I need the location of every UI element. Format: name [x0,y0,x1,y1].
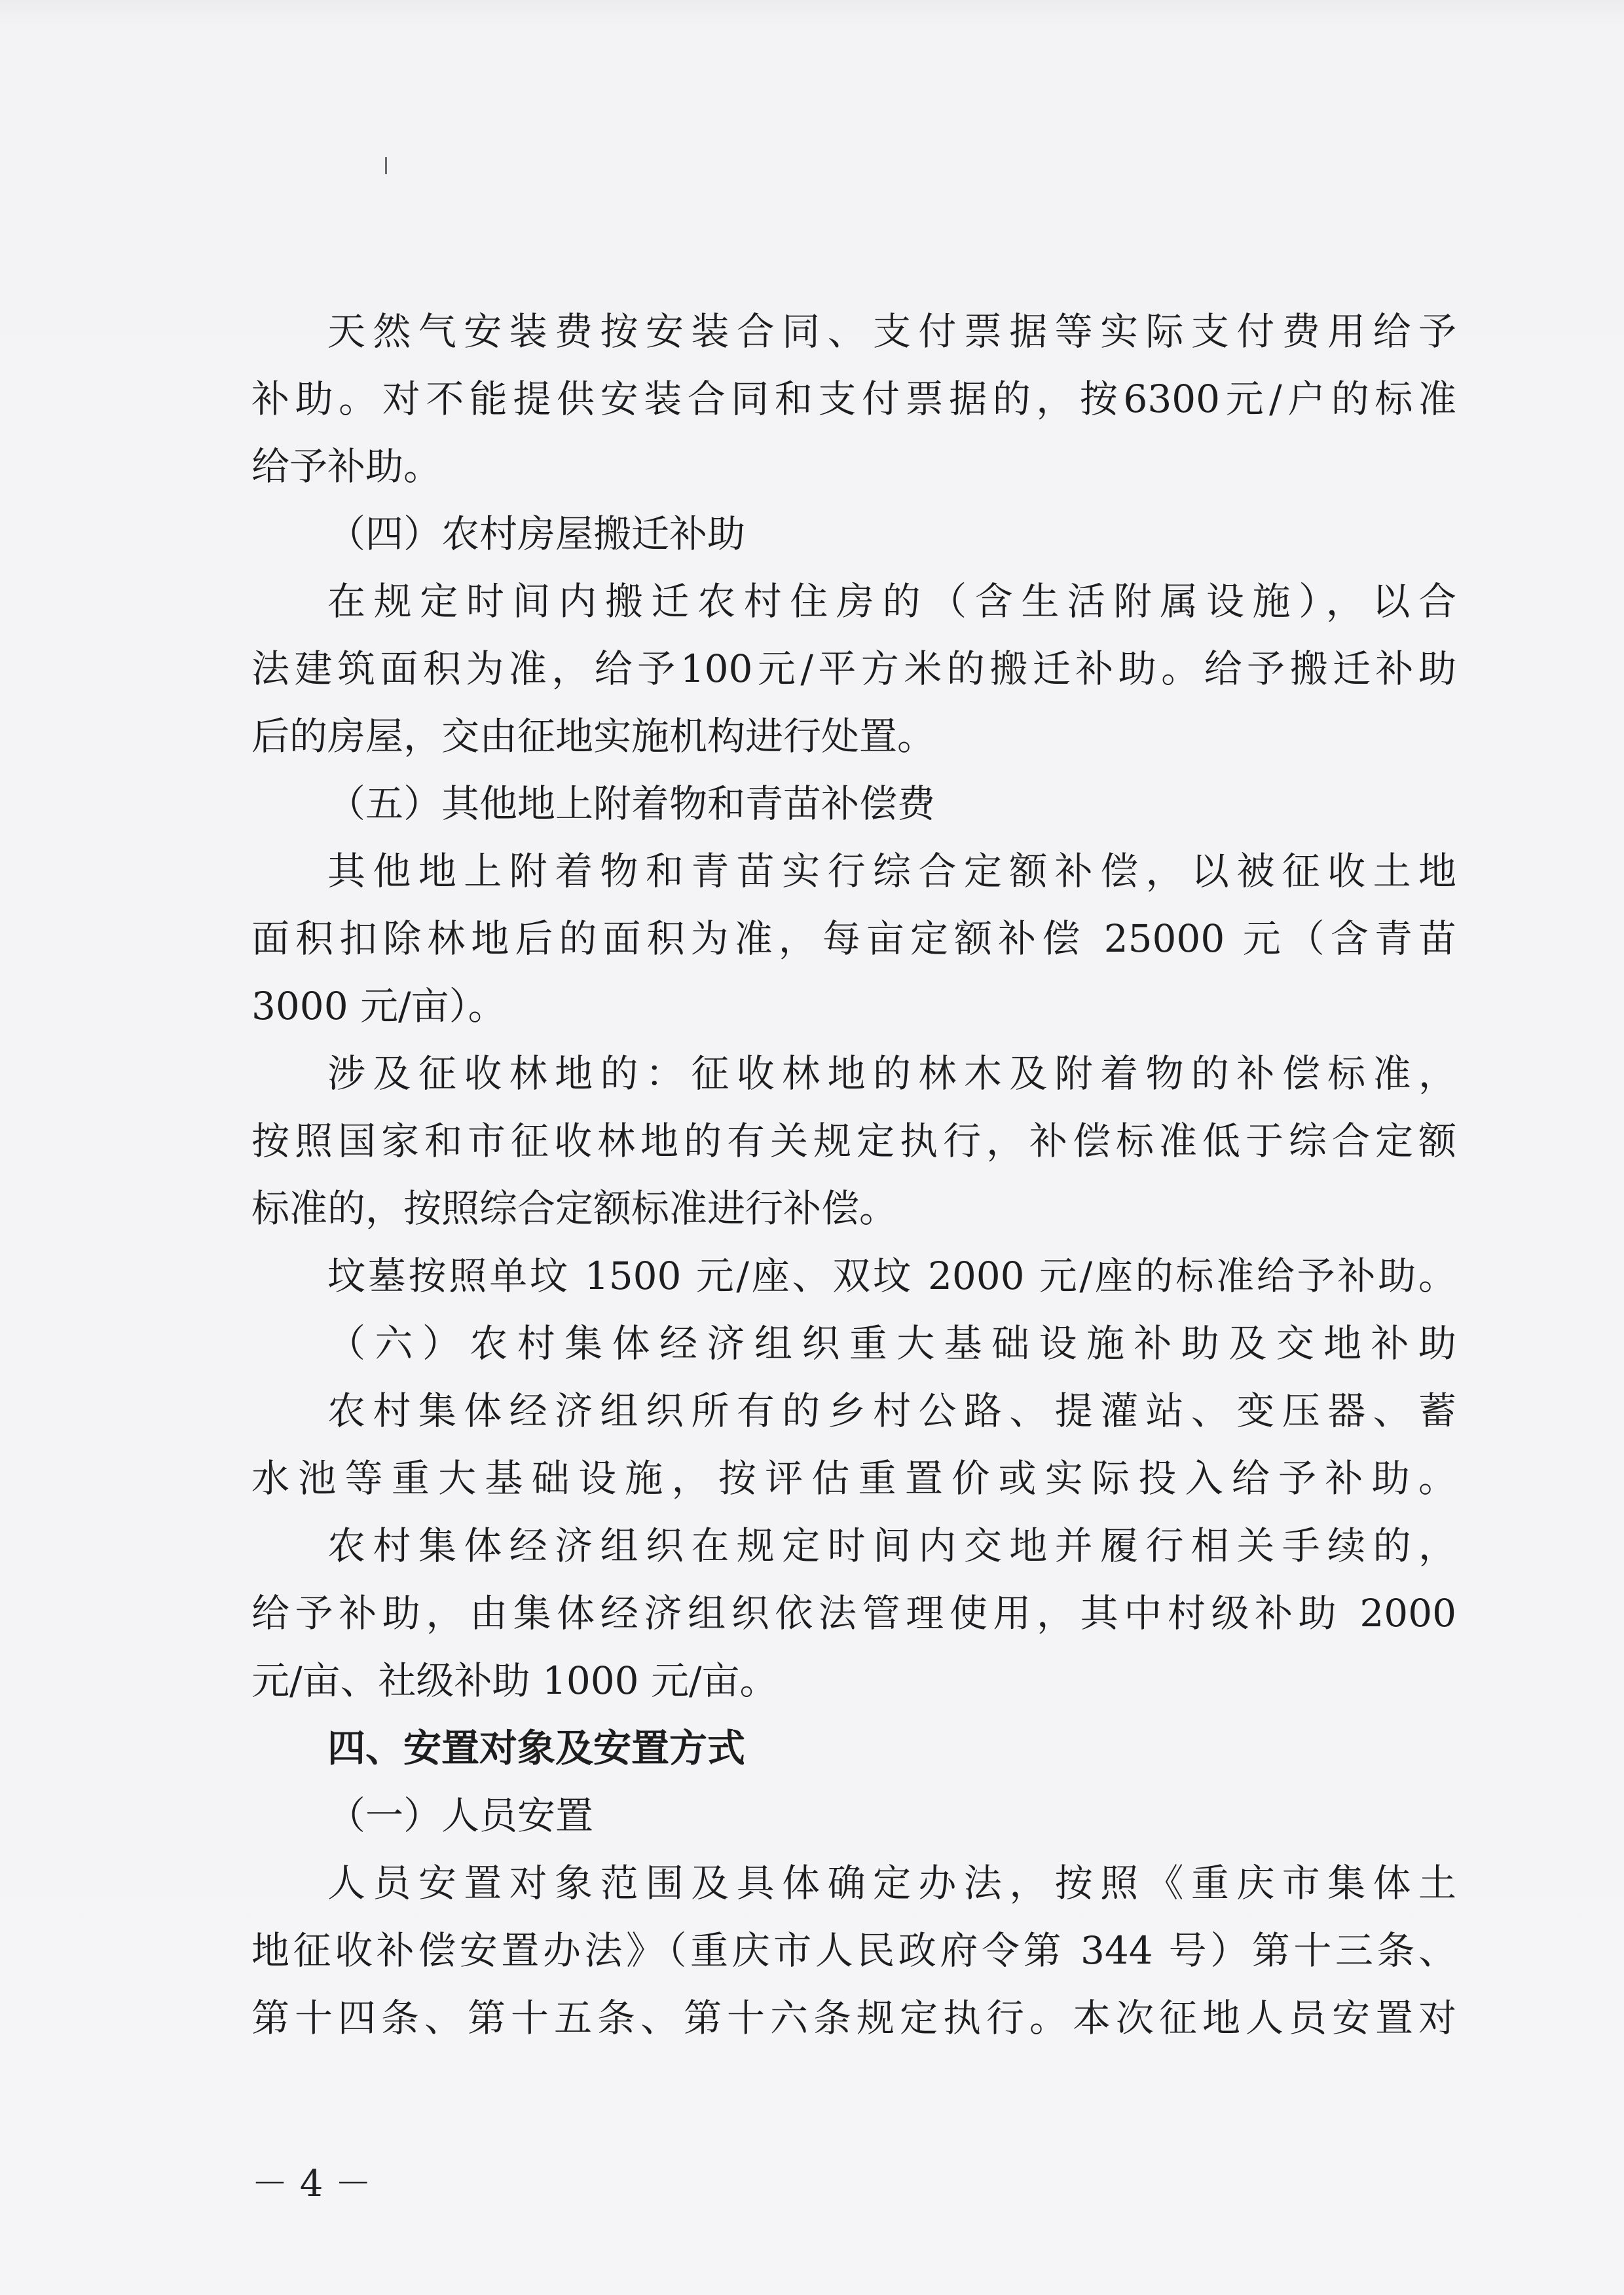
paragraph-line: 法建筑面积为准，给予100元/平方米的搬迁补助。给予搬迁补助 [251,646,1456,691]
section-heading: （五）其他地上附着物和青苗补偿费 [327,781,936,826]
paragraph-line: 农村集体经济组织所有的乡村公路、提灌站、变压器、蓄 [327,1389,1456,1433]
scan-mark [385,157,387,174]
paragraph-line: 天然气安装费按安装合同、支付票据等实际支付费用给予 [327,309,1456,354]
document-body [251,298,1456,2052]
paragraph-line: 坟墓按照单坟 1500 元/座、双坟 2000 元/座的标准给予补助。 [327,1254,1456,1298]
paragraph-line: 元/亩、社级补助 1000 元/亩。 [251,1658,778,1703]
paragraph-line: 给予补助，由集体经济组织依法管理使用，其中村级补助 2000 [251,1591,1456,1635]
paragraph-line: 标准的，按照综合定额标准进行补偿。 [251,1186,898,1231]
paragraph-line: 给予补助。 [251,444,442,489]
paragraph-line: 其他地上附着物和青苗实行综合定额补偿，以被征收土地 [327,849,1456,893]
paragraph-line: 地征收补偿安置办法》（重庆市人民政府令第 344 号）第十三条、 [251,1928,1456,1973]
paragraph-line: 水池等重大基础设施，按评估重置价或实际投入给予补助。 [251,1456,1456,1501]
paragraph-line: 后的房屋，交由征地实施机构进行处置。 [251,714,936,758]
paragraph-line: 补助。对不能提供安装合同和支付票据的，按6300元/户的标准 [251,377,1456,421]
page-number: － 4 － [251,2163,372,2205]
paragraph-line: 面积扣除林地后的面积为准，每亩定额补偿 25000 元（含青苗 [251,916,1456,961]
section-heading: （六）农村集体经济组织重大基础设施补助及交地补助 [327,1321,1456,1366]
section-heading: （一）人员安置 [327,1793,594,1838]
paragraph-line: 在规定时间内搬迁农村住房的（含生活附属设施），以合 [327,579,1456,624]
section-heading: （四）农村房屋搬迁补助 [327,512,746,556]
paragraph-line: 农村集体经济组织在规定时间内交地并履行相关手续的， [327,1523,1456,1568]
chapter-heading: 四、安置对象及安置方式 [327,1726,746,1770]
paragraph-line: 3000 元/亩）。 [251,984,506,1028]
paragraph-line: 涉及征收林地的：征收林地的林木及附着物的补偿标准， [327,1051,1456,1096]
paragraph-line: 按照国家和市征收林地的有关规定执行，补偿标准低于综合定额 [251,1119,1456,1163]
paragraph-line: 人员安置对象范围及具体确定办法，按照《重庆市集体土 [327,1861,1456,1905]
paragraph-line: 第十四条、第十五条、第十六条规定执行。本次征地人员安置对 [251,1996,1456,2040]
